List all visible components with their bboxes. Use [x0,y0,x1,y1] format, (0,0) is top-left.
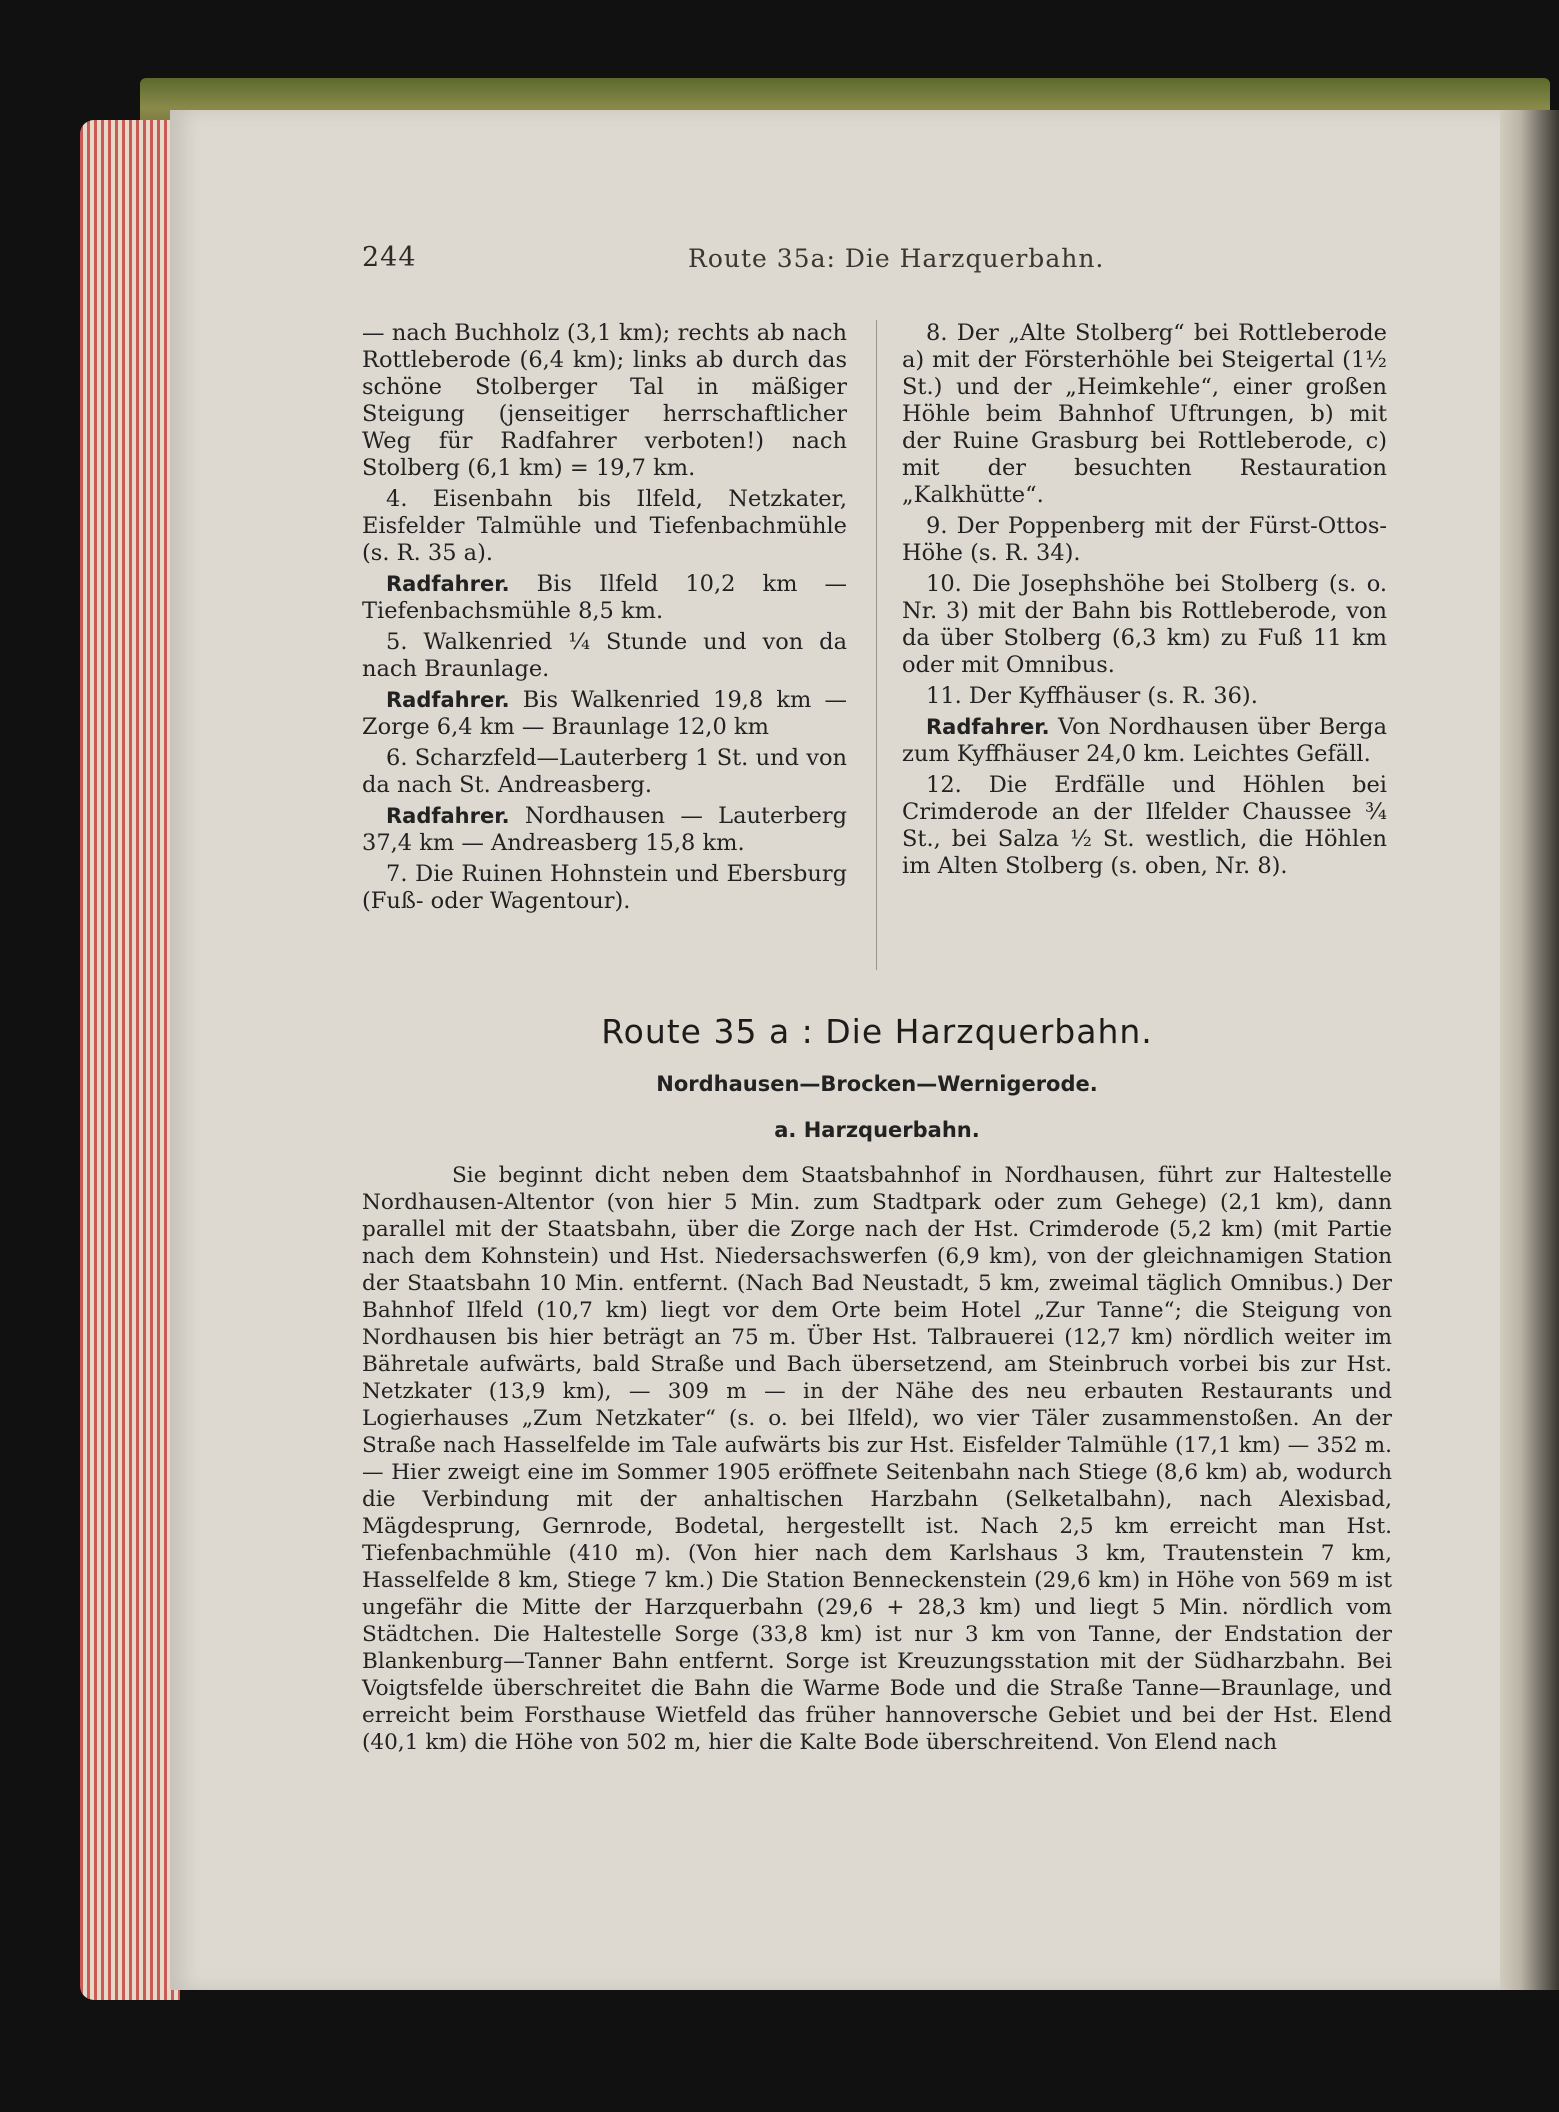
right-column [902,320,1387,884]
facing-page-edge [1495,110,1559,1990]
right-paragraph-5 [902,714,1387,768]
left-paragraph-8: 7. Die Ruinen Hohnstein und Ebersburg (Fuß- oder Wagentour). [362,861,847,914]
cyclist-label: Radfahrer. [386,688,510,712]
cyclist-label: Radfahrer. [386,804,510,828]
page-number: 244 [362,242,417,273]
cyclist-label: Radfahrer. [386,572,510,596]
cyclist-text: Nordhausen — Lauterberg 37,4 km — Andreasberg 15,8 km. [362,803,847,856]
left-paragraph-4: 5. Walkenried ¼ Stunde und von da nach Braunlage. [362,629,847,682]
section-title: a. Harzquerbahn. [774,1118,980,1142]
left-column [362,320,847,919]
right-paragraph-3: 10. Die Josephshöhe bei Stolberg (s. o. Nr. 3) mit der Bahn bis Rottleberode, von da über Stolberg (6,3 km) zu Fuß 11 km oder mit Omnibus. [902,571,1387,678]
left-paragraph-7 [362,803,847,857]
cyclist-text: Bis Walkenried 19,8 km — Zorge 6,4 km — Braunlage 12,0 km [362,687,847,740]
right-paragraph-6: 12. Die Erdfälle und Höhlen bei Crimderode an der Ilfelder Chaussee ¾ St., bei Salza ½ St. westlich, die Höhlen im Alten Stolberg (s. oben, Nr. 8). [902,772,1387,879]
left-paragraph-1: — nach Buchholz (3,1 km); rechts ab nach Rottleberode (6,4 km); links ab durch das schöne Stolberger Tal in mäßiger Steigung (jenseitiger herrschaftlicher Weg für Radfahrer verboten!) nach Stolberg (6,1 km) = 19,7 km. [362,320,847,481]
right-paragraph-1: 8. Der „Alte Stolberg“ bei Rottleberode a) mit der Försterhöhle bei Steigertal (1½ St.) und der „Heimkehle“, einer großen Höhle beim Bahnhof Uftrungen, b) mit der Ruine Grasburg bei Rottleberode, c) mit der besuchten Restauration „Kalkhütte“. [902,320,1387,508]
route-title: Route 35 a : Die Harzquerbahn. [601,1012,1153,1051]
cyclist-label: Radfahrer. [926,715,1050,739]
route-subtitle: Nordhausen—Brocken—Wernigerode. [656,1072,1098,1096]
column-divider [876,320,877,970]
left-paragraph-3 [362,571,847,625]
running-title: Route 35a: Die Harzquerbahn. [688,244,1105,273]
cyclist-text: Von Nordhausen über Berga zum Kyffhäuser 24,0 km. Leichtes Gefäll. [902,714,1387,767]
left-paragraph-2: 4. Eisenbahn bis Ilfeld, Netzkater, Eisfelder Talmühle und Tiefenbachmühle (s. R. 35 a). [362,486,847,566]
left-paragraph-5 [362,687,847,741]
right-paragraph-2: 9. Der Poppenberg mit der Fürst-Ottos-Höhe (s. R. 34). [902,513,1387,566]
route-description: Sie beginnt dicht neben dem Staatsbahnhof in Nordhausen, führt zur Haltestelle Nordhausen-Altentor (von hier 5 Min. zum Stadtpark oder zum Gehege) (2,1 km), dann parallel mit der Staatsbahn, über die Zorge nach der Hst. Crimderode (5,2 km) (mit Partie nach dem Kohnstein) und Hst. Niedersachswerfen (6,9 km), von der gleichnamigen Station der Staatsbahn 10 Min. entfernt. (Nach Bad Neustadt, 5 km, zweimal täglich Omnibus.) Der Bahnhof Ilfeld (10,7 km) liegt vor dem Orte beim Hotel „Zur Tanne“; die Steigung von Nordhausen bis hier beträgt an 75 m. Über Hst. Talbrauerei (12,7 km) nördlich weiter im Bähretale aufwärts, bald Straße und Bach übersetzend, am Steinbruch vorbei bis zur Hst. Netzkater (13,9 km), — 309 m — in der Nähe des neu erbauten Restaurants und Logierhauses „Zum Netzkater“ (s. o. bei Ilfeld), wo vier Täler zusammenstoßen. An der Straße nach Hasselfelde im Tale aufwärts bis zur Hst. Eisfelder Talmühle (17,1 km) — 352 m. — Hier zweigt eine im Sommer 1905 eröffnete Seitenbahn nach Stiege (8,6 km) ab, wodurch die Verbindung mit der anhaltischen Harzbahn (Selketalbahn), nach Alexisbad, Mägdesprung, Gernrode, Bodetal, hergestellt ist. Nach 2,5 km erreicht man Hst. Tiefenbachmühle (410 m). (Von hier nach dem Karlshaus 3 km, Trautenstein 7 km, Hasselfelde 8 km, Stiege 7 km.) Die Station Benneckenstein (29,6 km) in Höhe von 569 m ist ungefähr die Mitte der Harzquerbahn (29,6 + 28,3 km) und liegt 5 Min. nördlich vom Städtchen. Die Haltestelle Sorge (33,8 km) ist nur 3 km von Tanne, der Endstation der Blankenburg—Tanner Bahn entfernt. Sorge ist Kreuzungsstation mit der Südharzbahn. Bei Voigtsfelde überschreitet die Bahn die Warme Bode und die Straße Tanne—Braunlage, und erreicht beim Forsthause Wietfeld das früher hannoversche Gebiet und bei der Hst. Elend (40,1 km) die Höhe von 502 m, hier die Kalte Bode überschreitend. Von Elend nach [362,1163,1392,1755]
left-paragraph-6: 6. Scharzfeld—Lauterberg 1 St. und von da nach St. Andreasberg. [362,745,847,798]
cyclist-text: Bis Ilfeld 10,2 km — Tiefenbachsmühle 8,5 km. [362,571,848,624]
book-page-edges [80,120,180,2000]
right-paragraph-4: 11. Der Kyffhäuser (s. R. 36). [926,683,1258,709]
